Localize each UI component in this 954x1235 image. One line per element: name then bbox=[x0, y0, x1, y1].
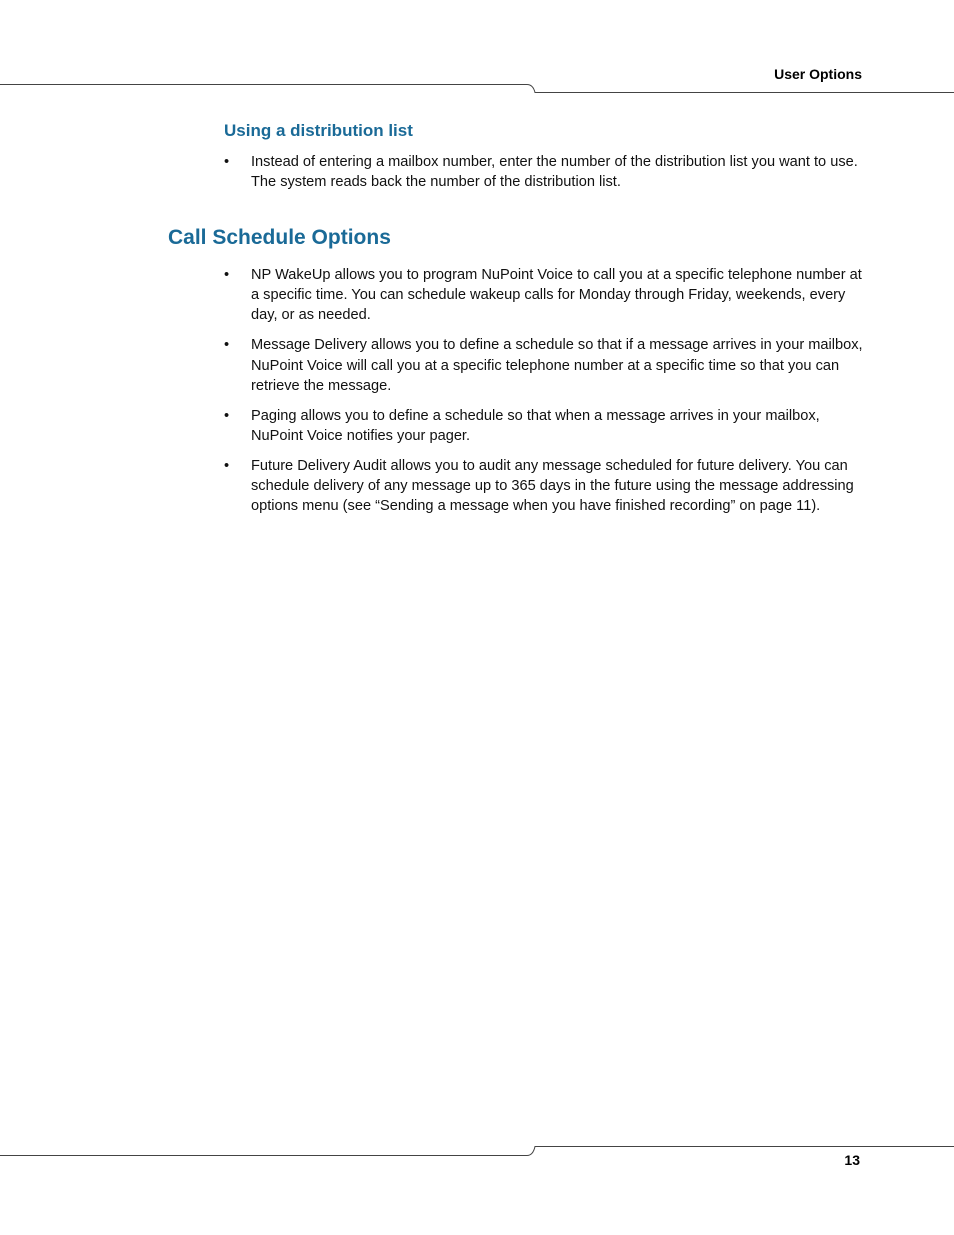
bullet-text: Instead of entering a mailbox number, enter the number of the distribution list you want to use. The system reads back the number of the distribution list. bbox=[251, 154, 858, 191]
bullet-icon: • bbox=[224, 458, 230, 475]
running-head-title: User Options bbox=[774, 66, 862, 82]
bullet-icon: • bbox=[224, 154, 230, 170]
distribution-list-heading: Using a distribution list bbox=[224, 121, 413, 140]
list-item bbox=[224, 152, 864, 192]
list-item bbox=[224, 456, 864, 517]
distribution-list-bullets bbox=[224, 152, 864, 202]
call-schedule-bullets bbox=[224, 265, 864, 526]
bullet-text: Future Delivery Audit allows you to audit any message scheduled for future delivery. You can schedule delivery of any message up to 365 days in the future using the message addressing options menu (see “Sending a message when you have finished recording” on page 11). bbox=[251, 458, 854, 515]
bullet-text: Message Delivery allows you to define a schedule so that if a message arrives in your mailbox, NuPoint Voice will call you at a specific telephone number at a specific time so that you can retrieve the message. bbox=[251, 337, 863, 394]
list-item bbox=[224, 265, 864, 326]
bullet-text: Paging allows you to define a schedule so that when a message arrives in your mailbox, NuPoint Voice notifies your pager. bbox=[251, 407, 820, 445]
bullet-icon: • bbox=[224, 407, 230, 424]
page-number: 13 bbox=[844, 1152, 860, 1168]
bullet-icon: • bbox=[224, 267, 230, 283]
bullet-text: NP WakeUp allows you to program NuPoint Voice to call you at a specific telephone number at a specific time. You can schedule wakeup calls for Monday through Friday, weekends, every day, or as needed. bbox=[251, 267, 862, 324]
list-item bbox=[224, 406, 864, 446]
header-rule bbox=[0, 0, 954, 100]
list-item bbox=[224, 335, 864, 396]
call-schedule-heading: Call Schedule Options bbox=[168, 226, 391, 249]
bullet-icon: • bbox=[224, 337, 230, 354]
